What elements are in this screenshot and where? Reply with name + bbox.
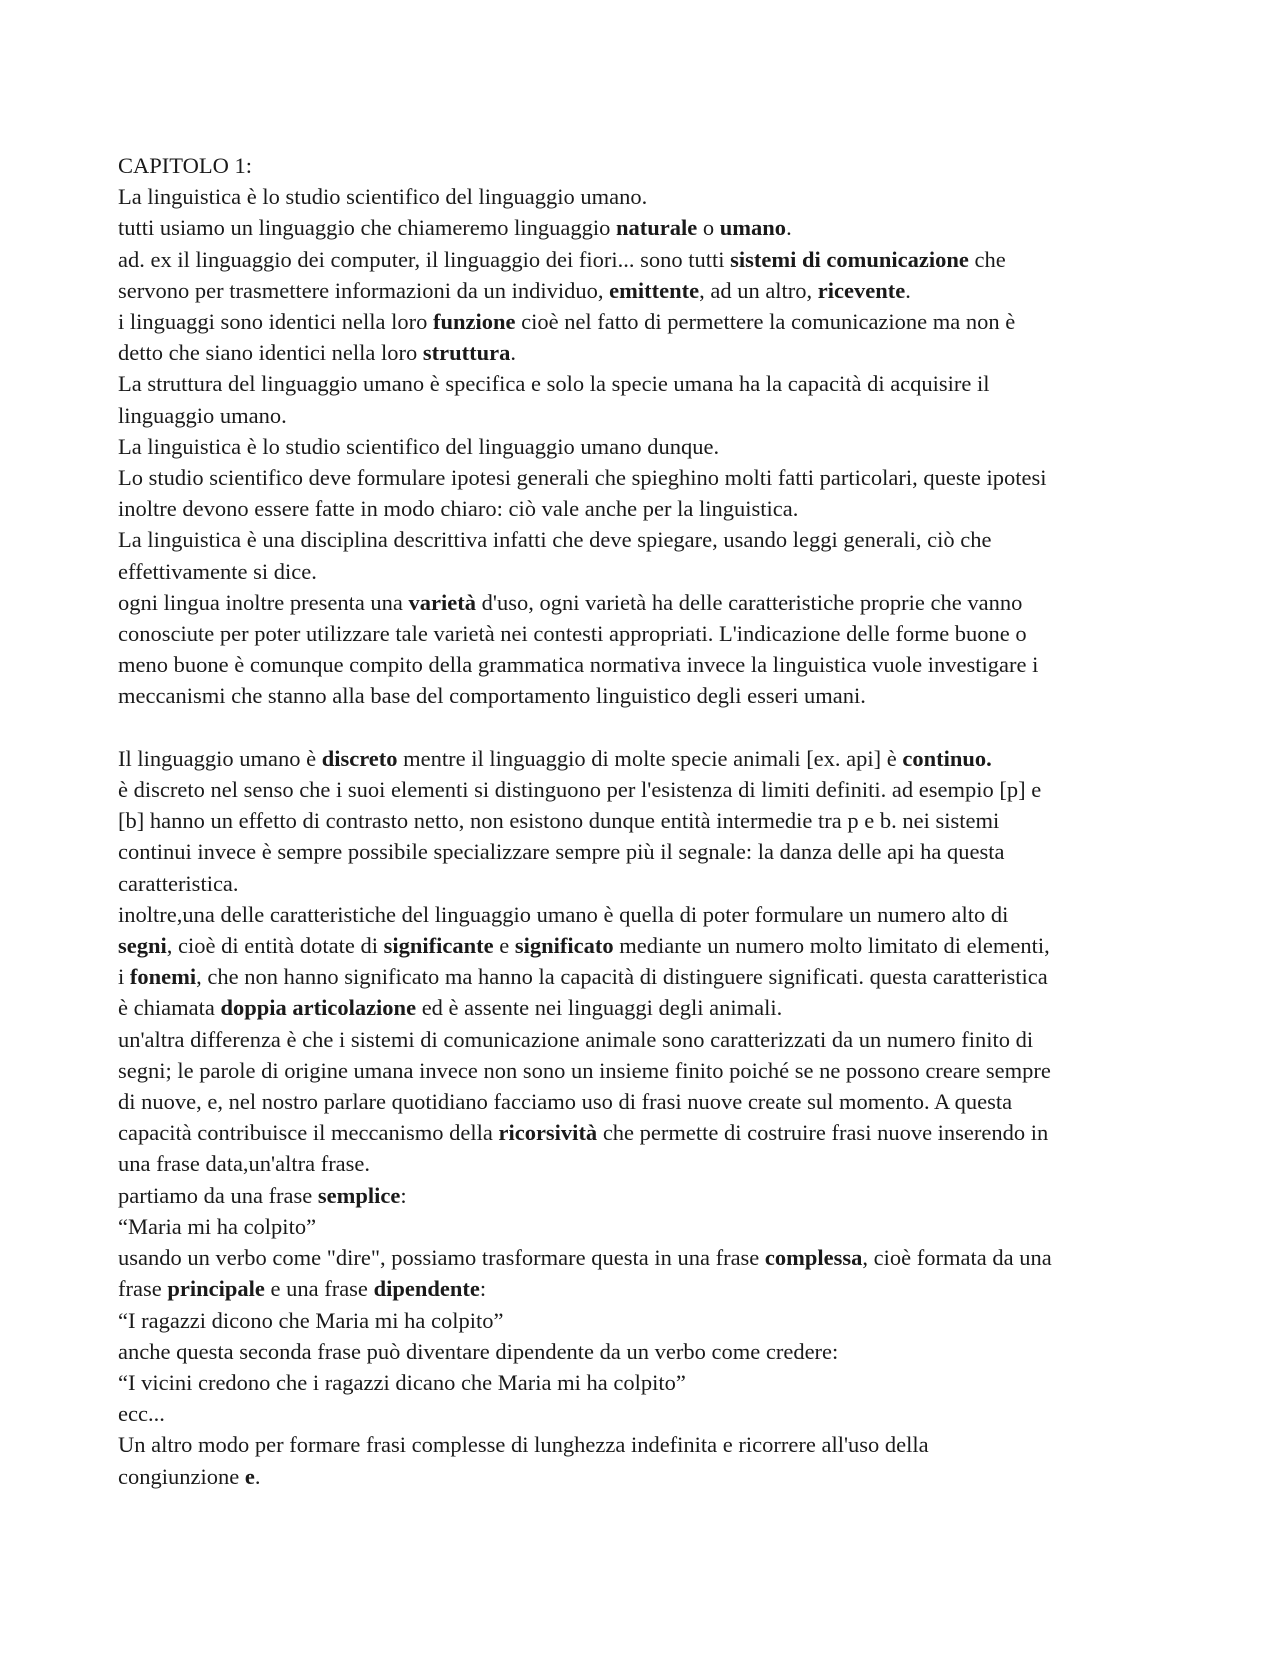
bold-term: e — [244, 1463, 255, 1489]
text-line — [118, 1055, 1168, 1086]
bold-term: umano — [719, 215, 787, 241]
text-run: La linguistica è lo studio scientifico del linguaggio umano dunque. — [118, 433, 720, 459]
text-line — [118, 275, 1168, 306]
text-line — [118, 1148, 1168, 1179]
text-run: che permette di costruire frasi nuove inserendo in — [597, 1120, 1049, 1146]
bold-term: principale — [167, 1276, 265, 1302]
text-line — [118, 1211, 1168, 1242]
text-run: cioè nel fatto di permettere la comunicazione ma non è — [515, 309, 1016, 335]
text-line — [118, 1367, 1168, 1398]
bold-term: discreto — [321, 745, 398, 771]
text-run: ecc... — [118, 1401, 165, 1427]
text-line — [118, 649, 1168, 680]
text-line — [118, 1336, 1168, 1367]
bold-term: segni — [118, 933, 167, 959]
text-run: mediante un numero molto limitato di elementi, — [613, 933, 1050, 959]
bold-term: dipendente — [373, 1276, 480, 1302]
text-run: , che non hanno significato ma hanno la capacità di distinguere significati. questa caratteristica — [196, 964, 1048, 990]
text-run: servono per trasmettere informazioni da un individuo, — [118, 277, 610, 303]
text-run: i linguaggi sono identici nella loro — [118, 309, 433, 335]
text-line — [118, 805, 1168, 836]
text-run: e — [493, 933, 515, 959]
text-line — [118, 836, 1168, 867]
text-run: “I ragazzi dicono che Maria mi ha colpito” — [118, 1307, 504, 1333]
text-run: segni; le parole di origine umana invece non sono un insieme finito poiché se ne possono creare sempre — [118, 1057, 1051, 1083]
text-run: La linguistica è una disciplina descrittiva infatti che deve spiegare, usando leggi generali, ciò che — [118, 527, 992, 553]
text-line — [118, 1180, 1168, 1211]
text-line — [118, 462, 1168, 493]
text-run: : — [479, 1276, 487, 1302]
text-run: partiamo da una frase — [118, 1182, 318, 1208]
text-run: Lo studio scientifico deve formulare ipotesi generali che spieghino molti fatti particolari, queste ipotesi — [118, 465, 1047, 491]
text-run: “I vicini credono che i ragazzi dicano che Maria mi ha colpito” — [118, 1369, 686, 1395]
text-run: di nuove, e, nel nostro parlare quotidiano facciamo uso di frasi nuove create sul momento. A questa — [118, 1089, 1013, 1115]
text-run: : — [400, 1182, 407, 1208]
text-run: inoltre,una delle caratteristiche del linguaggio umano è quella di poter formulare un numero alto di — [118, 901, 1009, 927]
text-line — [118, 618, 1168, 649]
bold-term: semplice — [317, 1182, 401, 1208]
text-run: i — [118, 964, 130, 990]
text-run: capacità contribuisce il meccanismo della — [118, 1120, 499, 1146]
bold-term: naturale — [616, 215, 698, 241]
text-line — [118, 930, 1168, 961]
text-line — [118, 992, 1168, 1023]
text-line — [118, 181, 1168, 212]
text-run: , ad un altro, — [699, 277, 818, 303]
text-line — [118, 431, 1168, 462]
text-run: continui invece è sempre possibile specializzare sempre più il segnale: la danza delle api ha questa — [118, 839, 1005, 865]
text-line — [118, 743, 1168, 774]
text-run: CAPITOLO 1: — [118, 153, 252, 178]
text-run: La linguistica è lo studio scientifico del linguaggio umano. — [118, 184, 648, 210]
text-line — [118, 587, 1168, 618]
text-run: Un altro modo per formare frasi complesse di lunghezza indefinita e ricorrere all'uso della — [118, 1432, 929, 1458]
text-run: caratteristica. — [118, 870, 239, 896]
text-run: conosciute per poter utilizzare tale varietà nei contesti appropriati. L'indicazione delle forme buone o — [118, 621, 1027, 647]
text-run: frase — [118, 1276, 168, 1302]
bold-term: fonemi — [129, 964, 197, 990]
text-line — [118, 493, 1168, 524]
text-line — [118, 212, 1168, 243]
bold-term: emittente — [609, 277, 700, 303]
text-line — [118, 899, 1168, 930]
text-line — [118, 1242, 1168, 1273]
text-line — [118, 150, 1168, 181]
text-run: tutti usiamo un linguaggio che chiameremo linguaggio — [118, 215, 617, 241]
text-run: è discreto nel senso che i suoi elementi si distinguono per l'esistenza di limiti definiti. ad esempio [p] e — [118, 777, 1042, 803]
bold-term: funzione — [432, 309, 516, 335]
text-line — [118, 774, 1168, 805]
text-run: effettivamente si dice. — [118, 558, 317, 584]
text-run: usando un verbo come "dire", possiamo trasformare questa in una frase — [118, 1245, 765, 1271]
bold-term: varietà — [408, 589, 477, 615]
text-line — [118, 244, 1168, 275]
text-line — [118, 1429, 1168, 1460]
text-run: che — [968, 246, 1006, 272]
text-run: un'altra differenza è che i sistemi di comunicazione animale sono caratterizzati da un numero finito di — [118, 1026, 1034, 1052]
text-run: meno buone è comunque compito della grammatica normativa invece la linguistica vuole investigare i — [118, 652, 1039, 678]
text-run: ed è assente nei linguaggi degli animali. — [416, 995, 783, 1021]
text-line — [118, 524, 1168, 555]
text-run: . — [786, 215, 792, 241]
text-run: congiunzione — [118, 1463, 245, 1489]
text-line — [118, 1273, 1168, 1304]
text-run: . — [254, 1463, 261, 1489]
text-run: ogni lingua inoltre presenta una — [118, 589, 409, 615]
text-run: o — [697, 215, 720, 241]
text-line — [118, 1398, 1168, 1429]
text-line — [118, 556, 1168, 587]
text-line — [118, 400, 1168, 431]
text-line — [118, 1461, 1168, 1492]
bold-term: sistemi di comunicazione — [730, 246, 969, 272]
text-run: , cioè di entità dotate di — [166, 933, 384, 959]
text-line — [118, 868, 1168, 899]
text-run: Il linguaggio umano è — [118, 745, 322, 771]
text-run: detto che siano identici nella loro — [118, 340, 423, 366]
text-run: ad. ex il linguaggio dei computer, il linguaggio dei fiori... sono tutti — [118, 246, 731, 272]
text-run: d'uso, ogni varietà ha delle caratteristiche proprie che vanno — [476, 589, 1023, 615]
text-run: [b] hanno un effetto di contrasto netto, non esistono dunque entità intermedie tra p e b. nei sistemi — [118, 808, 1000, 834]
text-line — [118, 1117, 1168, 1148]
text-line — [118, 337, 1168, 368]
bold-term: significante — [383, 933, 494, 959]
bold-term: ricorsività — [498, 1120, 598, 1146]
bold-term: doppia articolazione — [220, 995, 417, 1021]
text-run: , cioè formata da una — [862, 1245, 1052, 1271]
text-line — [118, 306, 1168, 337]
text-run: linguaggio umano. — [118, 402, 287, 428]
bold-term: struttura — [422, 340, 511, 366]
text-run: meccanismi che stanno alla base del comportamento linguistico degli esseri umani. — [118, 683, 866, 709]
bold-term: ricevente — [817, 277, 906, 303]
text-run: è chiamata — [118, 995, 221, 1021]
bold-term: complessa — [764, 1245, 863, 1271]
document-page — [118, 150, 1168, 1492]
text-run: La struttura del linguaggio umano è specifica e solo la specie umana ha la capacità di acquisire il — [118, 371, 990, 397]
text-line — [118, 1305, 1168, 1336]
bold-term: significato — [514, 933, 614, 959]
text-run: e una frase — [264, 1276, 374, 1302]
text-line — [118, 368, 1168, 399]
text-run: “Maria mi ha colpito” — [118, 1213, 317, 1239]
text-run: anche questa seconda frase può diventare dipendente da un verbo come credere: — [118, 1338, 839, 1364]
text-line — [118, 1024, 1168, 1055]
text-line — [118, 961, 1168, 992]
paragraph-break — [118, 712, 1168, 743]
text-run: . — [510, 340, 517, 366]
text-run: inoltre devono essere fatte in modo chiaro: ciò vale anche per la linguistica. — [118, 496, 799, 522]
text-run: una frase data,un'altra frase. — [118, 1151, 371, 1177]
text-run: mentre il linguaggio di molte specie animali [ex. api] è — [397, 745, 903, 771]
text-line — [118, 680, 1168, 711]
bold-term: continuo. — [902, 745, 992, 771]
text-run: . — [905, 277, 911, 303]
text-line — [118, 1086, 1168, 1117]
